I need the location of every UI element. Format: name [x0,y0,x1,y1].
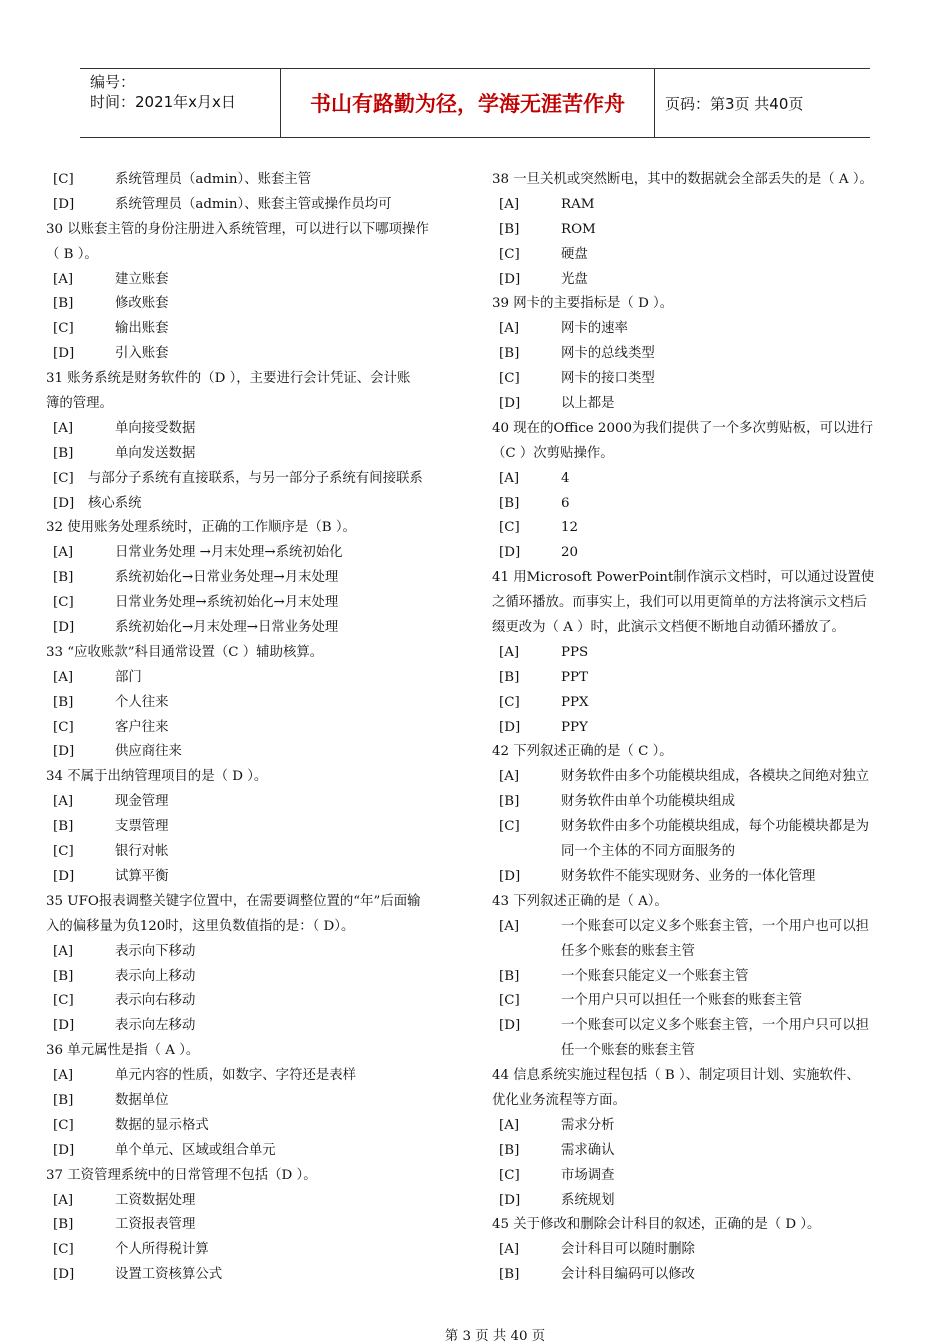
option-text: 一个账套可以定义多个账套主管，一个用户只可以担 [561,1018,869,1034]
option-line [492,965,912,990]
option-text: 一个用户只可以担任一个账套的账套主管 [561,993,803,1009]
option-label: [D] [53,744,75,760]
option-label: [B] [499,1267,520,1283]
question-line: 33 “应收账款”科目通常设置（C ）辅助核算。 [46,644,324,660]
option-line [492,666,912,691]
option-text: 建立账套 [115,271,169,287]
option-label: [A] [499,644,520,660]
option-label: [D] [53,620,75,636]
option-text: 会计科目可以随时删除 [561,1242,695,1258]
option-text: 需求确认 [561,1142,615,1158]
option-line [492,790,912,815]
option-line [492,516,912,541]
option-text: 部门 [115,669,142,685]
option-text: 12 [561,520,579,536]
option-text: 一个账套只能定义一个账套主管 [561,968,749,984]
option-line [46,541,466,566]
option-line [46,940,466,965]
option-line [46,1189,466,1214]
option-text: 表示向左移动 [115,1018,196,1034]
option-text: 设置工资核算公式 [115,1267,223,1283]
question-line: 优化业务流程等方面。 [492,1092,626,1108]
option-label: [A] [499,470,520,486]
option-text: 供应商往来 [115,744,182,760]
option-label: [C] [499,371,520,387]
option-text: 财务软件由单个功能模块组成 [561,794,736,810]
option-label: [B] [53,694,74,710]
option-line [492,1114,912,1139]
right-column [492,168,912,1288]
option-label: [A] [499,1117,520,1133]
option-label: [C] [499,520,520,536]
option-label: [C] [499,694,520,710]
option-label: [C] [53,993,74,1009]
question-line: 之循环播放。而事实上，我们可以用更简单的方法将演示文档后 [492,595,867,611]
question-line: 40 现在的Office 2000为我们提供了一个多次剪贴板，可以进行 [492,420,874,436]
option-line [492,1189,912,1214]
number-label: 编号： [90,73,136,91]
option-text: 表示向下移动 [115,943,196,959]
page-header [80,68,870,138]
time-label: 时间：2021年x月x日 [90,93,236,111]
question-line: 41 用Microsoft PowerPoint制作演示文档时，可以通过设置使 [492,570,875,586]
option-text: 以上都是 [561,396,615,412]
option-label: [C] [53,595,74,611]
option-line [492,243,912,268]
option-label: [B] [499,968,520,984]
question-line: 45 关于修改和删除会计科目的叙述，正确的是（ D ）。 [492,1217,821,1233]
option-line [46,566,466,591]
option-line [492,367,912,392]
option-label: [B] [499,346,520,362]
option-text: 财务软件由多个功能模块组成，各模块之间绝对独立 [561,769,869,785]
option-line [46,691,466,716]
option-text: PPT [561,669,588,685]
option-line [492,392,912,417]
option-label: [A] [53,545,74,561]
option-label: [C] [499,246,520,262]
option-label: [D] [499,719,521,735]
option-label: [B] [53,445,74,461]
question-line: 42 下列叙述正确的是（ C ）。 [492,744,673,760]
option-text: 客户往来 [115,719,169,735]
option-text: 与部分子系统有直接联系，与另一部分子系统有间接联系 [88,470,423,486]
option-text: 引入账套 [115,346,169,362]
option-text: 4 [561,470,570,486]
option-label: [D] [53,196,75,212]
header-motto: 书山有路勤为径，学海无涯苦作舟 [281,69,655,137]
option-text: 工资数据处理 [115,1192,196,1208]
option-label: [B] [499,669,520,685]
option-line [46,442,466,467]
option-line [46,1139,466,1164]
option-line [492,989,912,1014]
option-label: [D] [53,1267,75,1283]
option-label: [C] [53,844,74,860]
option-label: [A] [499,769,520,785]
option-line [46,1089,466,1114]
option-text: 系统管理员（admin）、账套主管 [115,172,312,187]
question-line: 43 下列叙述正确的是（ A）。 [492,893,668,909]
option-line [46,790,466,815]
option-label: [A] [499,196,520,212]
option-text: ROM [561,221,596,237]
option-text: 硬盘 [561,246,588,262]
option-label: [B] [499,794,520,810]
option-line [46,1213,466,1238]
option-text: 支票管理 [115,819,169,835]
option-line [492,342,912,367]
question-line: 31 账务系统是财务软件的（D ），主要进行会计凭证、会计账 [46,371,411,387]
option-text: 表示向上移动 [115,968,196,984]
option-text: 工资报表管理 [115,1217,196,1233]
option-line [46,840,466,865]
option-line [46,591,466,616]
option-line [492,815,912,840]
option-text: 个人往来 [115,694,169,710]
option-text: 核心系统 [88,495,142,511]
option-label: [B] [499,495,520,511]
option-line [46,168,466,193]
option-line [492,492,912,517]
option-text: 表示向右移动 [115,993,196,1009]
option-line [492,716,912,741]
option-text: RAM [561,196,595,212]
option-text: 系统初始化→日常业务处理→月末处理 [115,570,339,586]
option-text: 单向发送数据 [115,445,196,461]
option-label: [A] [53,794,74,810]
option-line [46,865,466,890]
question-line: 30 以账套主管的身份注册进入系统管理，可以进行以下哪项操作 [46,221,429,237]
option-text: 20 [561,545,579,561]
option-text: PPX [561,694,589,710]
option-text: 任多个账套的账套主管 [561,943,695,959]
option-label: [B] [499,1142,520,1158]
option-text: 系统初始化→月末处理→日常业务处理 [115,620,339,636]
question-line: 32 使用账务处理系统时，正确的工作顺序是（B ）。 [46,520,356,536]
option-label: [B] [499,221,520,237]
option-line [492,193,912,218]
option-line [46,716,466,741]
option-text: 输出账套 [115,321,169,337]
option-label: [C] [53,719,74,735]
option-text: 会计科目编码可以修改 [561,1267,695,1283]
option-label: [C] [53,1242,74,1258]
option-text: PPS [561,644,589,660]
question-line: 39 网卡的主要指标是（ D ）。 [492,296,674,312]
option-line [492,691,912,716]
option-line [46,342,466,367]
option-label: [A] [53,669,74,685]
option-label: [D] [499,396,521,412]
option-line [492,641,912,666]
option-line [492,218,912,243]
option-text: 数据的显示格式 [115,1117,209,1133]
option-text: 试算平衡 [115,868,169,884]
option-line [46,268,466,293]
option-text: 同一个主体的不同方面服务的 [561,844,736,860]
option-text: 系统规划 [561,1192,615,1208]
left-column [46,168,466,1288]
option-line [46,317,466,342]
option-text: 日常业务处理 →月末处理→系统初始化 [115,545,343,561]
option-label: [A] [53,271,74,287]
option-label: [A] [53,420,74,436]
option-label: [A] [53,943,74,959]
option-line [492,1139,912,1164]
question-line: 44 信息系统实施过程包括（ B ）、制定项目计划、实施软件、 [492,1068,860,1084]
question-line: 36 单元属性是指（ A ）。 [46,1043,200,1059]
option-text: 数据单位 [115,1092,169,1108]
option-text: 需求分析 [561,1117,615,1133]
option-label: [C] [53,470,74,486]
option-label: [D] [53,868,75,884]
option-line [46,740,466,765]
option-text: 一个账套可以定义多个账套主管，一个用户也可以担 [561,918,869,934]
option-label: [D] [53,346,75,362]
option-label: [D] [53,495,75,511]
option-label: [C] [53,1117,74,1133]
option-continuation [492,840,912,865]
option-text: 单元内容的性质，如数字、字符还是表样 [115,1068,357,1084]
header-meta [80,69,281,137]
option-label: [C] [53,172,74,187]
option-line [46,467,466,492]
option-label: [C] [53,321,74,337]
option-line [46,965,466,990]
option-text: 任一个账套的账套主管 [561,1043,695,1059]
option-text: 财务软件由多个功能模块组成，每个功能模块都是为 [561,819,869,835]
option-line [492,1014,912,1039]
option-text: 网卡的接口类型 [561,371,655,387]
option-text: PPY [561,719,588,735]
option-label: [D] [499,271,521,287]
option-line [46,1263,466,1288]
option-line [492,915,912,940]
option-line [46,193,466,218]
option-label: [B] [53,968,74,984]
option-line [492,467,912,492]
option-label: [B] [53,570,74,586]
option-text: 个人所得税计算 [115,1242,209,1258]
option-label: [D] [499,868,521,884]
option-text: 银行对帐 [115,844,169,860]
question-line: 38 一旦关机或突然断电，其中的数据就会全部丢失的是（ A ）。 [492,172,873,187]
option-line [46,1064,466,1089]
option-text: 6 [561,495,570,511]
option-line [492,765,912,790]
option-label: [C] [499,993,520,1009]
option-label: [D] [53,1142,75,1158]
option-line [492,865,912,890]
question-line: 簿的管理。 [46,396,113,412]
option-text: 修改账套 [115,296,169,312]
option-line [492,317,912,342]
option-label: [B] [53,296,74,312]
option-line [46,989,466,1014]
option-text: 网卡的速率 [561,321,628,337]
option-text: 财务软件不能实现财务、业务的一体化管理 [561,868,816,884]
question-line: 入的偏移量为负120时，这里负数值指的是：（ D）。 [46,918,355,934]
option-line [492,1238,912,1263]
option-line [46,292,466,317]
option-continuation [492,1039,912,1064]
option-text: 现金管理 [115,794,169,810]
option-label: [D] [53,1018,75,1034]
question-line: （C ）次剪贴操作。 [492,445,614,461]
question-line: （ B ）。 [46,246,98,262]
option-text: 日常业务处理→系统初始化→月末处理 [115,595,339,611]
option-text: 单个单元、区域或组合单元 [115,1142,276,1158]
option-text: 光盘 [561,271,588,287]
option-label: [A] [499,321,520,337]
question-line: 37 工资管理系统中的日常管理不包括（D ）。 [46,1167,317,1183]
option-line [46,417,466,442]
option-label: [B] [53,819,74,835]
option-line [46,815,466,840]
question-line: 缀更改为（ A ）时，此演示文档便不断地自动循环播放了。 [492,620,845,636]
option-label: [C] [499,819,520,835]
option-label: [B] [53,1217,74,1233]
option-label: [D] [499,545,521,561]
question-line: 35 UFO报表调整关键字位置中，在需要调整位置的“年”后面输 [46,893,421,909]
option-label: [D] [499,1192,521,1208]
option-line [492,268,912,293]
option-text: 网卡的总线类型 [561,346,655,362]
option-text: 系统管理员（admin）、账套主管或操作员均可 [115,196,392,212]
page-footer: 第 3 页 共 40 页 [444,1329,546,1344]
option-line [46,616,466,641]
option-continuation [492,940,912,965]
option-line [492,1164,912,1189]
option-label: [B] [53,1092,74,1108]
option-label: [D] [499,1018,521,1034]
option-label: [C] [499,1167,520,1183]
option-line [492,1263,912,1288]
option-line [46,1014,466,1039]
option-label: [A] [499,918,520,934]
option-text: 单向接受数据 [115,420,196,436]
option-line [46,492,466,517]
option-label: [A] [53,1192,74,1208]
question-line: 34 不属于出纳管理项目的是（ D ）。 [46,769,268,785]
option-line [46,666,466,691]
option-label: [A] [499,1242,520,1258]
option-line [46,1238,466,1263]
header-page-info: 页码：第3页 共40页 [665,94,804,113]
option-line [492,541,912,566]
option-line [46,1114,466,1139]
option-text: 市场调查 [561,1167,615,1183]
option-label: [A] [53,1068,74,1084]
